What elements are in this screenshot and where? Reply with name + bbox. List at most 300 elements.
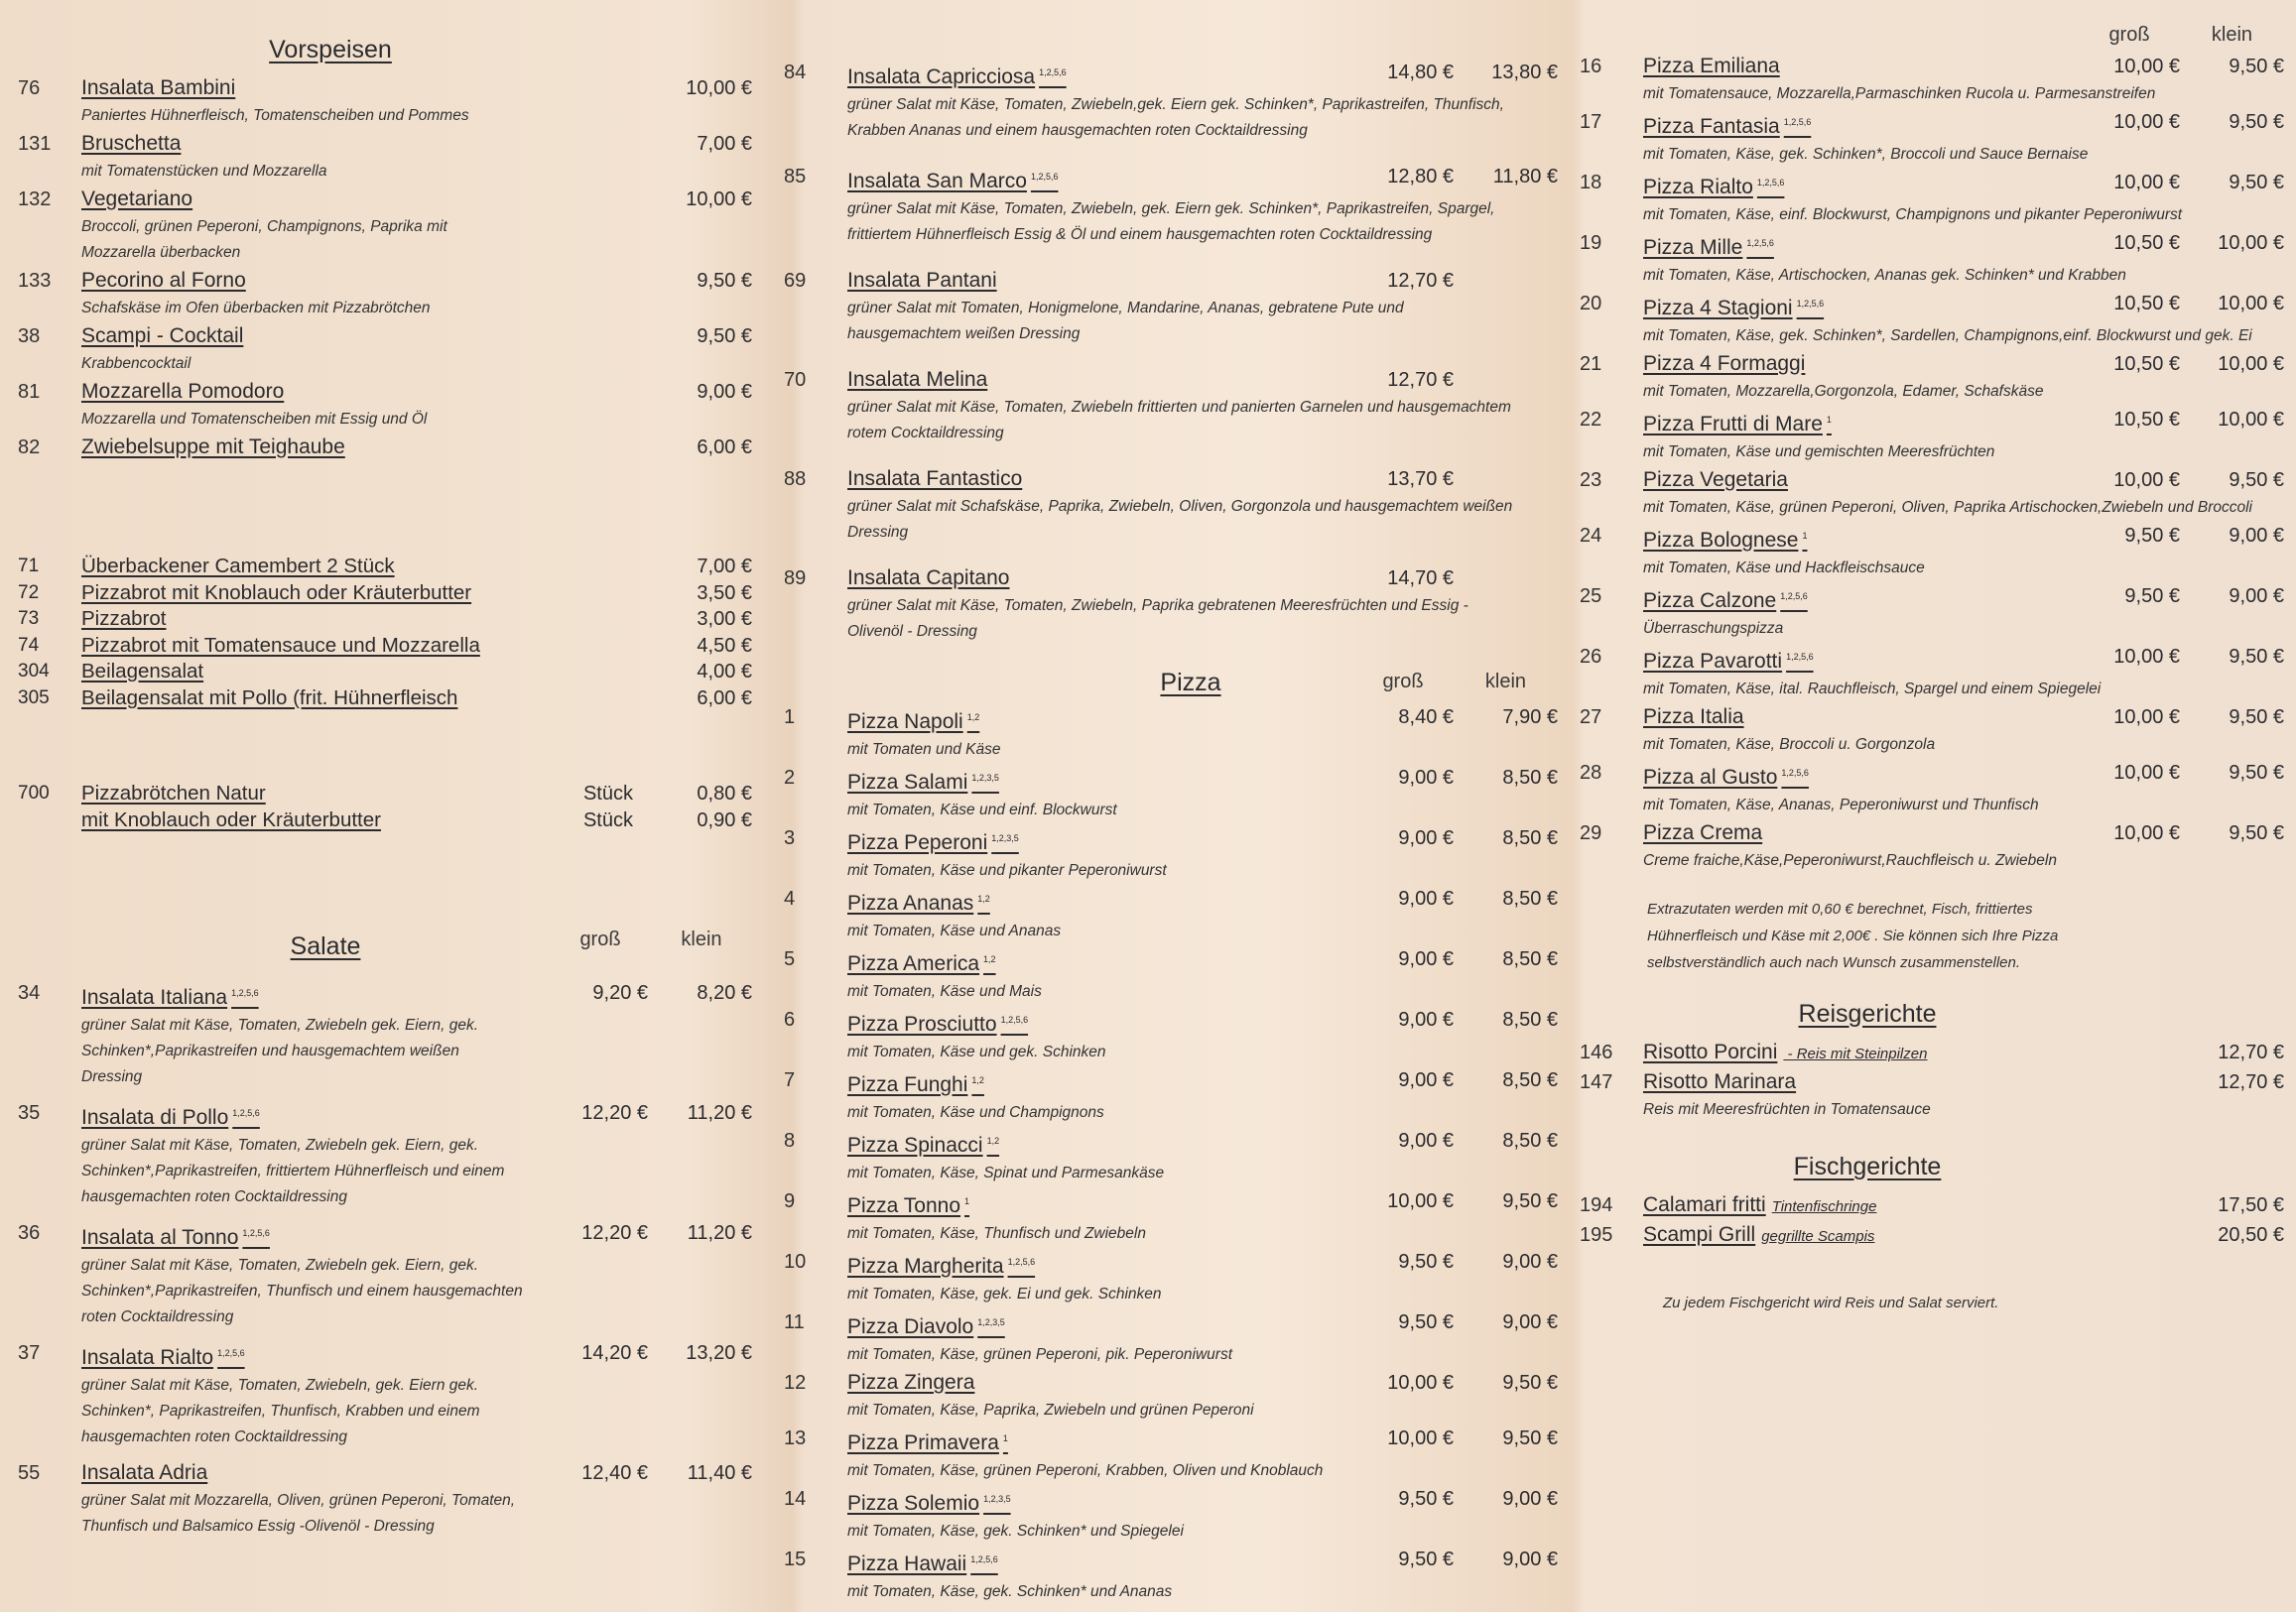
item-description: mit Tomaten, Käse und pikanter Peperoniwurst: [847, 862, 1167, 879]
menu-item: [1580, 228, 2284, 289]
item-prices: [651, 185, 752, 214]
price: 7,00 €: [697, 556, 752, 577]
price: 9,50 €: [697, 270, 752, 292]
item-number: 304: [18, 661, 50, 682]
menu-item: [784, 563, 1558, 645]
item-number: 305: [18, 686, 50, 708]
item-name: [847, 1005, 1028, 1040]
item-number: 2: [784, 767, 796, 789]
price: 6,00 €: [697, 436, 752, 458]
item-description: mit Tomaten und Käse: [847, 741, 1001, 758]
item-description: mit Tomaten, Käse, gek. Schinken*, Broccoli und Sauce Bernaise: [1643, 146, 2089, 163]
price-gross: 10,00 €: [2113, 822, 2180, 844]
item-number: 26: [1580, 646, 1602, 668]
price-gross: 12,80 €: [1387, 166, 1454, 187]
item-name: [1643, 52, 1780, 81]
price-gross: 10,00 €: [2113, 469, 2180, 491]
item-name: [81, 978, 259, 1013]
price-gross: 9,00 €: [1398, 1069, 1454, 1091]
item-prices: [1352, 464, 1558, 494]
price-gross: 9,20 €: [592, 982, 648, 1004]
pizza-header: [784, 663, 1558, 702]
item-name: Pizzabrot: [81, 607, 167, 630]
item-name-text: Insalata Melina: [847, 368, 988, 391]
item-name: [1643, 702, 1744, 732]
item-name-text: Insalata Fantastico: [847, 467, 1023, 490]
item-prices: [651, 129, 752, 159]
menu-item: [1580, 581, 2284, 642]
item-description: grüner Salat mit Käse, Tomaten, Zwiebeln gek. Eiern, gek. Schinken*,Paprikastreifen und hausgemachtem weißen Dressing: [81, 1017, 479, 1085]
item-number: 5: [784, 948, 796, 970]
item-number: 29: [1580, 822, 1602, 844]
item-prices: [2183, 1220, 2284, 1250]
price-gross: 10,00 €: [2113, 706, 2180, 728]
extras-note: Extrazutaten werden mit 0,60 € berechnet, Fisch, frittiertes Hühnerfleisch und Käse mit 2,00€ . Sie können sich Ihre Pizza selbstverständlich auch nach Wunsch zusammenstellen.: [1647, 901, 2059, 971]
price-gross: 10,00 €: [1387, 1427, 1454, 1449]
item-name-text: Zwiebelsuppe mit Teighaube: [81, 435, 345, 458]
item-name: [847, 464, 1022, 494]
item-number: 10: [784, 1251, 807, 1273]
price-klein: 8,50 €: [1502, 1130, 1558, 1152]
item-description: mit Tomatensauce, Mozzarella,Parmaschinken Rucola u. Parmesanstreifen: [1643, 85, 2156, 102]
allergen-codes: 1,2: [983, 954, 996, 964]
item-description: grüner Salat mit Käse, Tomaten, Zwiebeln, gek. Eiern gek. Schinken*, Paprikastreifen, Spargel, frittiertem Hühnerfleisch Essig & Öl und einem hausgemachten roten Cocktaildressing: [847, 200, 1495, 243]
item-number: 9: [784, 1190, 796, 1212]
item-name-text: Bruschetta: [81, 132, 182, 155]
menu-item: [1580, 405, 2284, 465]
item-number: 89: [784, 567, 807, 589]
item-description: mit Tomaten, Mozzarella,Gorgonzola, Edamer, Schafskäse: [1643, 383, 2044, 400]
col-head-klein: klein: [1484, 671, 1527, 692]
item-description: mit Tomaten, Käse, Paprika, Zwiebeln und grünen Peperoni: [847, 1402, 1254, 1419]
allergen-codes: 1,2,5,6: [1000, 1015, 1029, 1025]
item-name-text: Pizza Margherita: [847, 1255, 1004, 1278]
menu-item: [784, 944, 1558, 1005]
fisch-note: Zu jedem Fischgericht wird Reis und Salat serviert.: [1663, 1295, 1999, 1311]
item-prices: [1352, 162, 1558, 191]
item-prices: [2079, 52, 2284, 81]
menu-item: [1580, 818, 2284, 874]
item-number: 15: [784, 1549, 807, 1570]
item-name: [1643, 1220, 1755, 1250]
item-number: 700: [18, 783, 50, 804]
item-extra: Tintenfischringe: [1771, 1198, 1877, 1215]
price-gross: 12,40 €: [581, 1462, 648, 1484]
item-name: Pizzabrot mit Knoblauch oder Kräuterbutter: [81, 580, 472, 604]
allergen-codes: 1,2: [971, 1075, 984, 1085]
col-head-gross: groß: [579, 929, 621, 950]
price-klein: 9,50 €: [2229, 822, 2284, 844]
item-name: [81, 377, 284, 407]
item-prices: [1352, 266, 1558, 296]
allergen-codes: 1,2,5,6: [1786, 652, 1814, 662]
item-number: 34: [18, 982, 41, 1004]
item-name-text: Insalata di Pollo: [81, 1106, 229, 1129]
menu-panel-middle: [784, 0, 1558, 1612]
item-name: [81, 73, 235, 103]
item-number: 24: [1580, 525, 1602, 547]
vorspeisen-list: [18, 73, 752, 462]
menu-item: [18, 580, 752, 607]
item-number: 146: [1580, 1042, 1613, 1063]
price-gross: 10,50 €: [2113, 293, 2180, 314]
price: 6,00 €: [697, 686, 752, 709]
item-name: Überbackener Camembert 2 Stück: [81, 555, 395, 577]
menu-panel-left: [18, 0, 752, 1612]
item-extra: - Reis mit Steinpilzen: [1783, 1046, 1928, 1062]
price-gross: 9,50 €: [1398, 1311, 1454, 1333]
allergen-codes: 1: [1002, 1433, 1008, 1443]
menu-item: [784, 1247, 1558, 1307]
item-description: mit Tomaten, Käse und Mais: [847, 983, 1042, 1000]
price: 9,50 €: [697, 325, 752, 347]
item-prices: [1352, 1126, 1558, 1156]
price-gross: 9,50 €: [2124, 585, 2180, 607]
item-description: mit Tomaten, Käse, gek. Schinken*, Sardellen, Champignons,einf. Blockwurst und gek. Ei: [1643, 327, 2252, 344]
item-name: [847, 162, 1058, 196]
allergen-codes: 1,2,5,6: [231, 988, 259, 998]
allergen-codes: 1,2,5,6: [217, 1348, 245, 1358]
price-klein: [1454, 266, 1558, 296]
item-number: 73: [18, 608, 40, 629]
price-klein: [1454, 464, 1558, 494]
col-head-klein: klein: [681, 929, 722, 950]
item-number: 8: [784, 1130, 796, 1152]
allergen-codes: 1,2: [977, 894, 990, 904]
item-name-text: Pizza Mille: [1643, 236, 1743, 259]
item-unit: Stück: [582, 783, 633, 805]
item-description: Schafskäse im Ofen überbacken mit Pizzabrötchen: [81, 300, 431, 316]
item-number: 69: [784, 270, 807, 292]
allergen-codes: 1,2: [966, 712, 980, 722]
item-name: [81, 433, 345, 462]
price-klein: 8,50 €: [1502, 827, 1558, 849]
price: 12,70 €: [2218, 1071, 2284, 1093]
item-prices: [2079, 465, 2284, 495]
item-description: Paniertes Hühnerfleisch, Tomatenscheiben und Pommes: [81, 107, 469, 124]
menu-item: [1580, 1038, 2284, 1067]
allergen-codes: 1,2,3,5: [991, 833, 1019, 843]
item-name: [1643, 107, 1811, 142]
allergen-codes: 1,2: [986, 1136, 1000, 1146]
item-prices: [1352, 884, 1558, 914]
menu-item: [18, 1338, 752, 1450]
item-prices: [1352, 1247, 1558, 1277]
salate-header: [18, 923, 752, 970]
item-name: Beilagensalat mit Pollo (frit. Hühnerfleisch: [81, 685, 458, 709]
menu-item: [18, 659, 752, 685]
menu-item: [784, 58, 1558, 144]
item-number: 25: [1580, 585, 1602, 607]
item-name-text: Insalata Bambini: [81, 76, 236, 99]
item-description: mit Tomaten, Käse, grünen Peperoni, Krabben, Oliven und Knoblauch: [847, 1462, 1324, 1479]
price-klein: 11,20 €: [687, 1102, 752, 1124]
menu-item: [784, 763, 1558, 823]
item-prices: [2079, 349, 2284, 379]
item-number: 85: [784, 166, 807, 187]
price-klein: 9,00 €: [2229, 525, 2284, 547]
item-name: [847, 763, 999, 798]
item-name: [1643, 1190, 1766, 1220]
item-description: Reis mit Meeresfrüchten in Tomatensauce: [1643, 1101, 1931, 1118]
item-unit: Stück: [582, 808, 633, 831]
item-prices: [547, 978, 752, 1008]
salate-column-heads: [550, 929, 752, 951]
col-head-gross: groß: [2108, 24, 2150, 46]
item-number: 13: [784, 1427, 807, 1449]
item-number: 35: [18, 1102, 41, 1124]
item-name: [1643, 465, 1788, 495]
item-name: [81, 1458, 207, 1488]
price-klein: 10,00 €: [2218, 293, 2284, 314]
item-prices: [1352, 823, 1558, 853]
price-klein: [1454, 365, 1558, 395]
item-name: [81, 1338, 245, 1373]
menu-item: [784, 1065, 1558, 1126]
item-prices: [1352, 1065, 1558, 1095]
menu-item: [18, 1098, 752, 1210]
item-prices: [2183, 1190, 2284, 1220]
item-name: [81, 266, 246, 296]
item-name-text: Pizza Tonno: [847, 1194, 961, 1217]
item-prices: [1352, 1307, 1558, 1337]
item-name-text: Insalata Rialto: [81, 1346, 214, 1369]
price-gross: 9,50 €: [1398, 1549, 1454, 1570]
item-description: mit Tomaten, Käse und einf. Blockwurst: [847, 802, 1117, 818]
item-number: 133: [18, 270, 52, 292]
item-description: mit Tomaten, Käse, grünen Peperoni, Oliven, Paprika Artischocken,Zwiebeln und Broccoli: [1643, 499, 2252, 516]
menu-item: [1580, 107, 2284, 168]
item-number: 17: [1580, 111, 1602, 133]
item-name: Pizzabrötchen Natur: [81, 782, 266, 805]
section-title-fischgerichte: Fischgerichte: [1793, 1153, 1942, 1180]
item-number: 28: [1580, 762, 1602, 784]
allergen-codes: 1,2,3,5: [977, 1317, 1005, 1327]
item-description: grüner Salat mit Schafskäse, Paprika, Zwiebeln, Oliven, Gorgonzola und hausgemachtem weißen Dressing: [847, 498, 1513, 541]
item-number: 37: [18, 1342, 41, 1364]
menu-item: [784, 464, 1558, 546]
item-prices: [2079, 758, 2284, 788]
price-gross: 9,00 €: [1398, 1009, 1454, 1031]
item-description: grüner Salat mit Tomaten, Honigmelone, Mandarine, Ananas, gebratene Pute und hausgemachtem weißen Dressing: [847, 300, 1404, 342]
item-number: 11: [784, 1311, 805, 1333]
allergen-codes: 1,2,5,6: [1756, 178, 1785, 187]
item-name: [847, 266, 997, 296]
item-name: [1643, 228, 1774, 263]
item-name-text: Pizza America: [847, 952, 980, 975]
item-name: [1643, 818, 1762, 848]
item-number: 132: [18, 188, 52, 210]
item-description: Krabbencocktail: [81, 355, 191, 372]
item-prices: [1352, 702, 1558, 732]
item-name: [1643, 168, 1784, 202]
price-klein: 9,50 €: [2229, 469, 2284, 491]
item-number: 36: [18, 1222, 41, 1244]
menu-item: [1580, 642, 2284, 702]
price-klein: 11,80 €: [1492, 166, 1558, 187]
menu-item: [784, 1005, 1558, 1065]
item-description: mit Tomaten, Käse, einf. Blockwurst, Champignons und pikanter Peperoniwurst: [1643, 206, 2183, 223]
menu-item: [784, 1424, 1558, 1484]
item-name-text: Calamari fritti: [1643, 1193, 1766, 1216]
item-name: [847, 944, 996, 979]
price: 10,00 €: [686, 77, 752, 99]
price-klein: 9,50 €: [1502, 1372, 1558, 1394]
menu-item: [784, 266, 1558, 347]
price-gross: 14,80 €: [1387, 62, 1454, 83]
item-name-text: Risotto Marinara: [1643, 1070, 1797, 1093]
item-name-text: Pizza Rialto: [1643, 176, 1753, 198]
menu-item: [1580, 1220, 2284, 1250]
item-name: [847, 702, 979, 737]
price-klein: 9,00 €: [1502, 1488, 1558, 1510]
menu-item: [18, 321, 752, 377]
item-prices: [2079, 289, 2284, 318]
item-prices: [2079, 521, 2284, 551]
item-name-text: Pizza Spinacci: [847, 1134, 983, 1157]
item-name-text: Pizza 4 Formaggi: [1643, 352, 1806, 375]
menu-item: [1580, 1067, 2284, 1123]
item-name-text: Pizza Fantasia: [1643, 115, 1780, 138]
section-title-salate: Salate: [290, 932, 361, 960]
salate-list: [18, 978, 752, 1540]
price-klein: 8,50 €: [1502, 948, 1558, 970]
price: 17,50 €: [2218, 1194, 2284, 1216]
item-number: 147: [1580, 1071, 1613, 1093]
item-description: mit Tomaten, Käse, Thunfisch und Zwiebeln: [847, 1225, 1146, 1242]
menu-item: [1580, 349, 2284, 405]
item-name-text: Pizza Bolognese: [1643, 529, 1799, 552]
item-number: 84: [784, 62, 807, 83]
price-gross: 13,70 €: [1387, 468, 1454, 490]
item-number: 27: [1580, 706, 1602, 728]
price-klein: 9,50 €: [1502, 1190, 1558, 1212]
item-name-text: Pizza Napoli: [847, 710, 963, 733]
price-klein: 9,50 €: [2229, 646, 2284, 668]
item-description: mit Tomatenstücken und Mozzarella: [81, 163, 327, 180]
reis-list: [1580, 1038, 2284, 1123]
item-description: Mozzarella und Tomatenscheiben mit Essig und Öl: [81, 411, 428, 428]
item-name-text: Pizza Ananas: [847, 892, 974, 915]
price-klein: 9,00 €: [1502, 1549, 1558, 1570]
menu-item: [18, 807, 752, 834]
menu-item: [784, 1545, 1558, 1605]
allergen-codes: 1: [1826, 415, 1832, 425]
menu-item: [18, 978, 752, 1090]
price: 20,50 €: [2218, 1224, 2284, 1246]
item-name-text: Insalata Capricciosa: [847, 65, 1036, 88]
item-description: mit Tomaten, Käse, Ananas, Peperoniwurst und Thunfisch: [1643, 797, 2039, 813]
item-description: mit Tomaten, Käse, ital. Rauchfleisch, Spargel und einem Spiegelei: [1643, 681, 2102, 697]
item-name-text: Pizza Vegetaria: [1643, 468, 1788, 491]
price-gross: 9,00 €: [1398, 888, 1454, 910]
price: 0,80 €: [697, 783, 752, 805]
item-name-text: Scampi Grill: [1643, 1223, 1756, 1246]
price-gross: 10,00 €: [2113, 111, 2180, 133]
price-gross: 9,00 €: [1398, 767, 1454, 789]
price-klein: 9,50 €: [1502, 1427, 1558, 1449]
price-klein: 10,00 €: [2218, 409, 2284, 431]
price-gross: 9,00 €: [1398, 1130, 1454, 1152]
item-name-text: Pizza Peperoni: [847, 831, 988, 854]
menu-item: [18, 606, 752, 633]
price-gross: 8,40 €: [1398, 706, 1454, 728]
allergen-codes: 1,2,5,6: [1030, 172, 1059, 182]
item-name: [81, 129, 181, 159]
price-klein: 9,50 €: [2229, 762, 2284, 784]
menu-item: [784, 162, 1558, 248]
item-prices: [1352, 365, 1558, 395]
allergen-codes: 1,2,5,6: [1007, 1257, 1036, 1267]
item-name: Beilagensalat: [81, 660, 204, 682]
price-klein: 13,80 €: [1491, 62, 1558, 83]
item-prices: [1352, 944, 1558, 974]
menu-item: [1580, 758, 2284, 818]
pizza2-list: [1580, 52, 2284, 874]
allergen-codes: 1,2,3,5: [971, 773, 999, 783]
price-gross: 10,50 €: [2113, 232, 2180, 254]
menu-item: [18, 73, 752, 129]
price-gross: 10,50 €: [2113, 409, 2180, 431]
item-description: Überraschungspizza: [1643, 620, 1784, 637]
item-name-text: Pizza Emiliana: [1643, 55, 1780, 77]
item-number: 22: [1580, 409, 1602, 431]
item-number: 55: [18, 1462, 41, 1484]
item-number: 71: [18, 556, 40, 576]
fisch-list: [1580, 1190, 2284, 1250]
item-name: [1643, 581, 1808, 616]
salate2-list: [784, 58, 1558, 645]
item-prices: [2079, 405, 2284, 434]
menu-item: [1580, 168, 2284, 228]
item-name: [847, 823, 1019, 858]
price-klein: 8,50 €: [1502, 767, 1558, 789]
item-prices: [1352, 1545, 1558, 1574]
item-name: [81, 185, 192, 214]
item-name: [847, 1424, 1008, 1458]
menu-item: [18, 377, 752, 433]
price-klein: [1454, 563, 1558, 593]
pizza-list: [784, 702, 1558, 1605]
allergen-codes: 1: [964, 1196, 970, 1206]
price: 7,00 €: [697, 133, 752, 155]
item-name: [1643, 1038, 1777, 1067]
menu-item: [1580, 52, 2284, 107]
item-name: [847, 1307, 1005, 1342]
item-description: mit Tomaten, Käse und Champignons: [847, 1104, 1104, 1121]
price-klein: 8,50 €: [1502, 1069, 1558, 1091]
allergen-codes: 1,2,3,5: [983, 1494, 1011, 1504]
item-name: [847, 1484, 1011, 1519]
menu-item: [18, 633, 752, 660]
item-number: 6: [784, 1009, 796, 1031]
item-description: mit Tomaten, Käse, Broccoli u. Gorgonzola: [1643, 736, 1936, 753]
item-name-text: Pizza Frutti di Mare: [1643, 413, 1823, 435]
menu-item: [784, 884, 1558, 944]
item-prices: [1352, 1368, 1558, 1398]
item-name-text: Pizza al Gusto: [1643, 766, 1778, 789]
item-description: mit Tomaten, Käse und Hackfleischsauce: [1643, 559, 1925, 576]
price-gross: 9,00 €: [1398, 827, 1454, 849]
menu-item: [784, 1186, 1558, 1247]
price-gross: 10,00 €: [2113, 646, 2180, 668]
item-prices: [651, 433, 752, 462]
allergen-codes: 1,2,5,6: [1039, 67, 1067, 77]
item-prices: [547, 1218, 752, 1248]
menu-item: [1580, 702, 2284, 758]
item-number: 194: [1580, 1194, 1613, 1216]
allergen-codes: 1,2,5,6: [1746, 238, 1774, 248]
